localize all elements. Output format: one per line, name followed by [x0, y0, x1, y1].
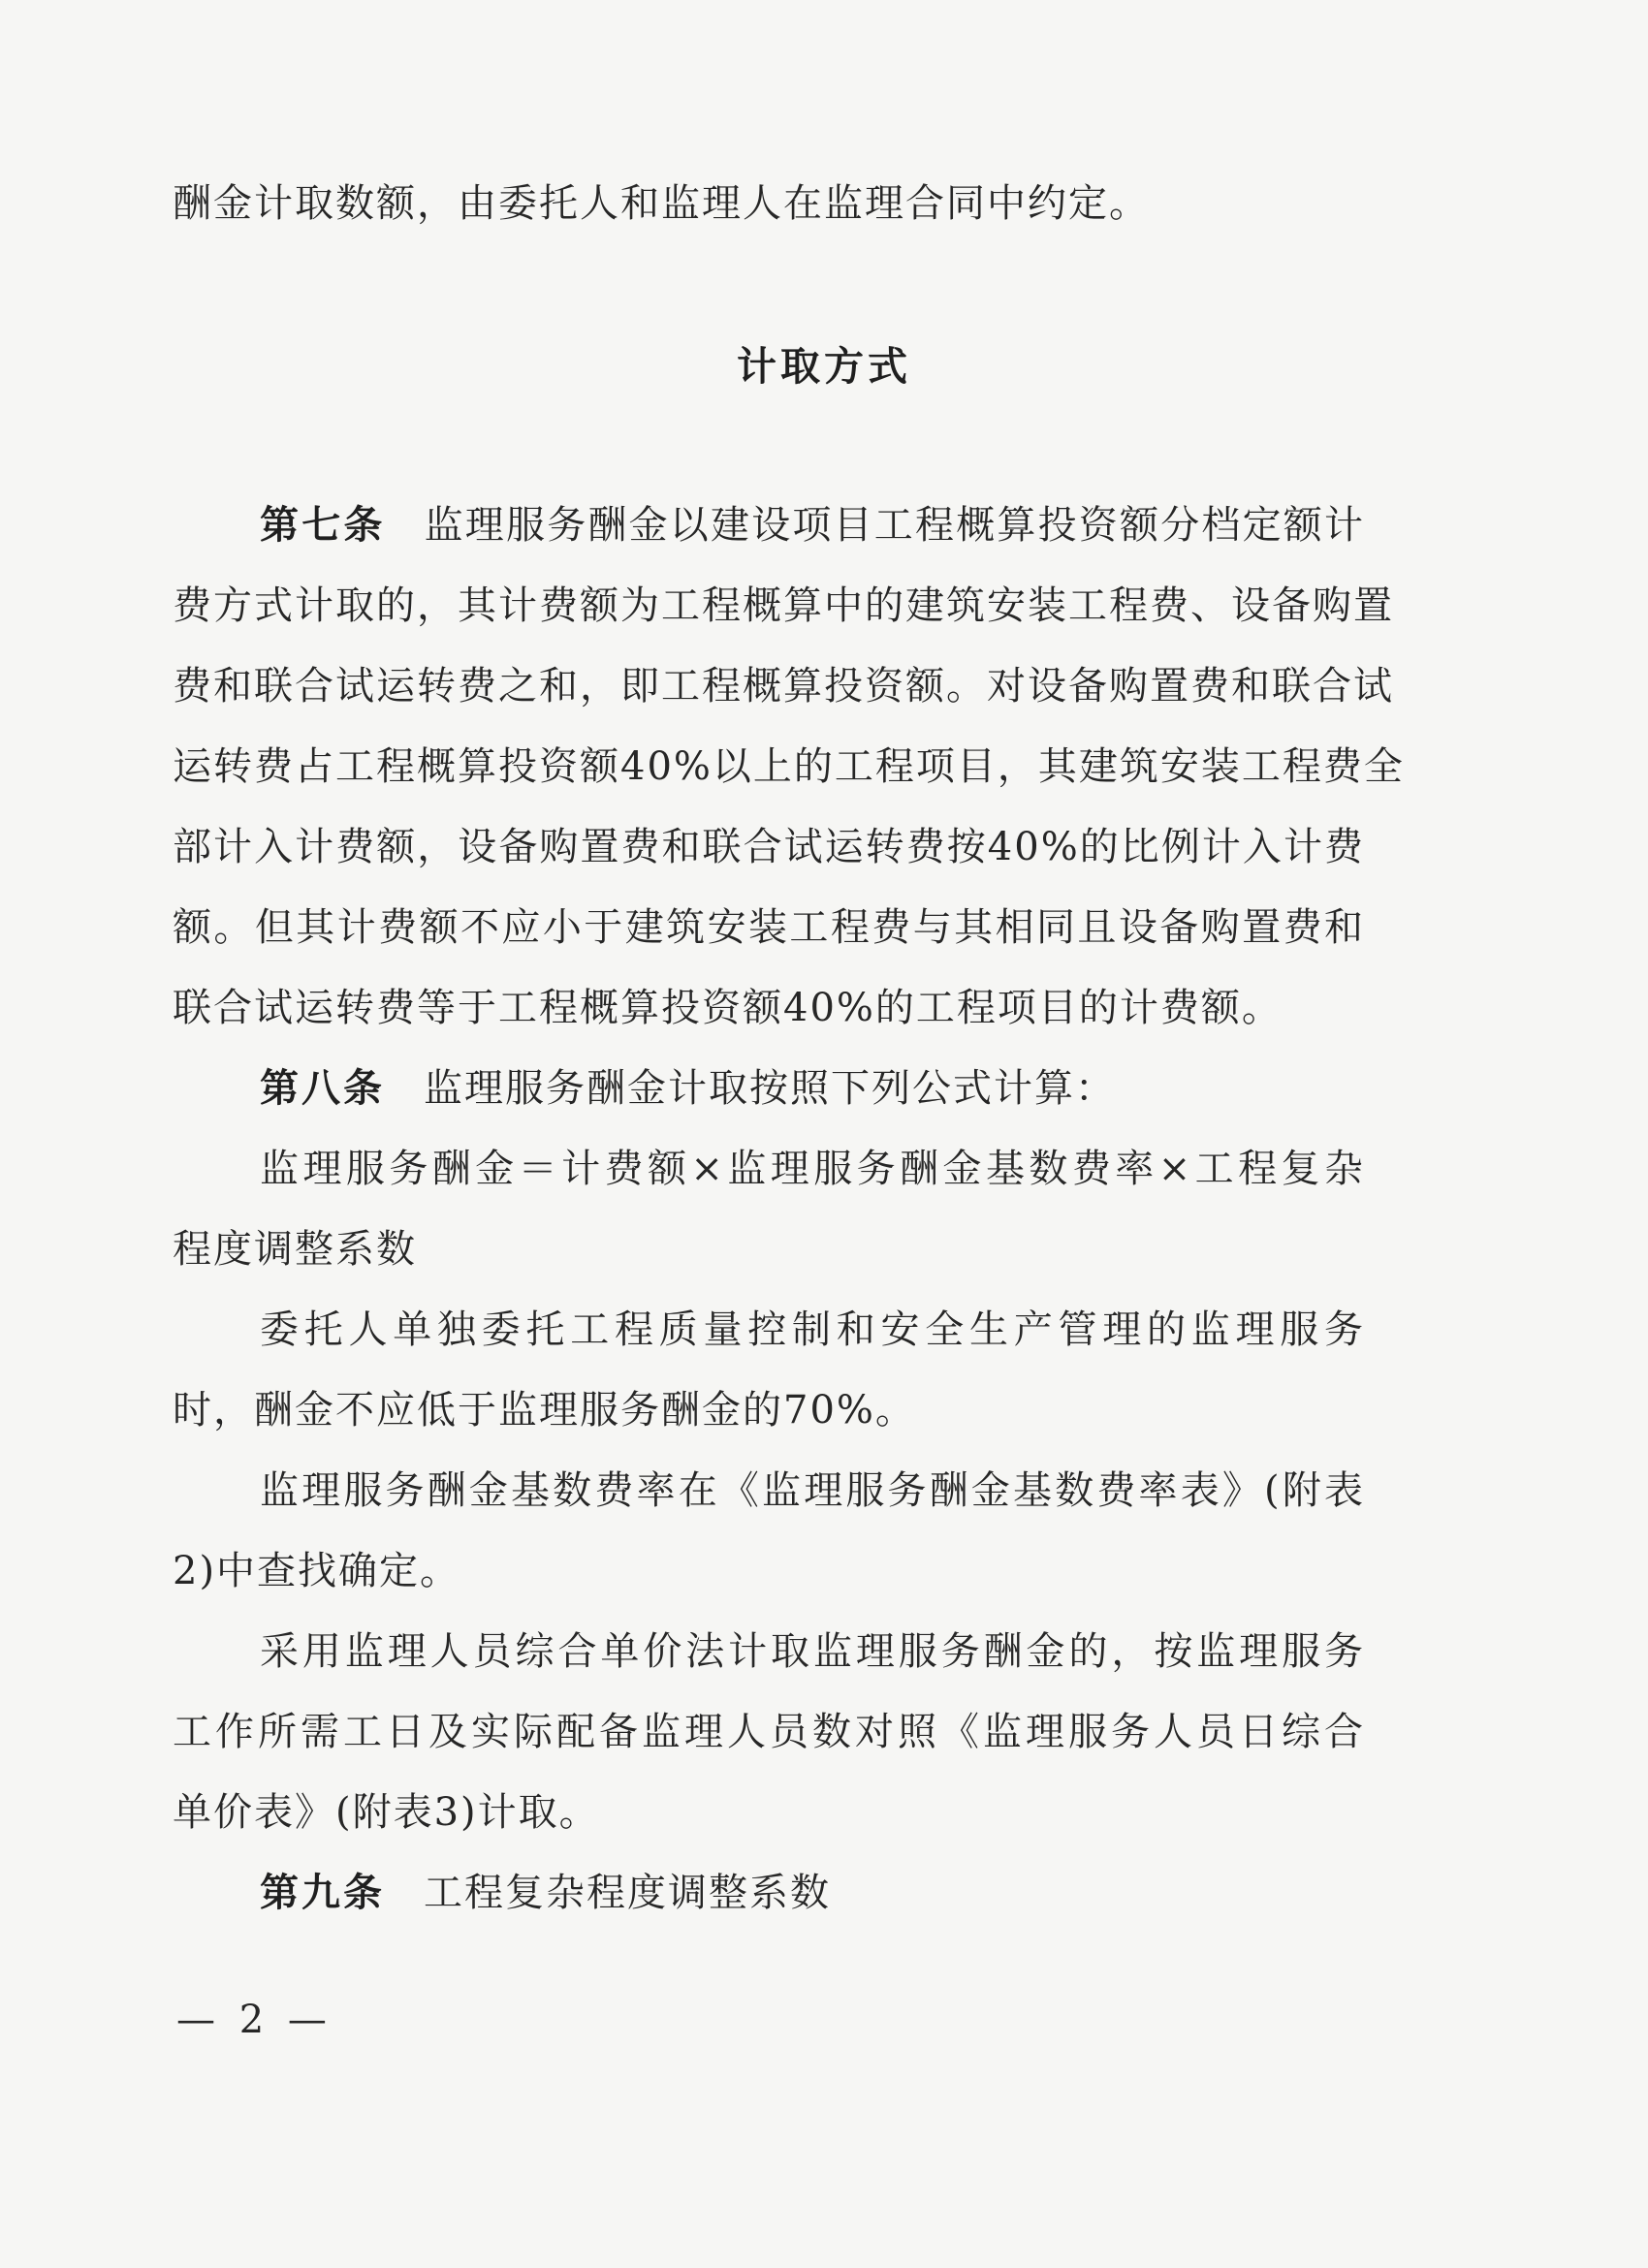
article7-line-4: 运转费占工程概算投资额40%以上的工程项目，其建筑安装工程费全: [173, 744, 1405, 789]
article7-line-6: 额。但其计费额不应小于建筑安装工程费与其相同且设备购置费和: [173, 905, 1365, 950]
article7-line-2: 费方式计取的，其计费额为工程概算中的建筑安装工程费、设备购置: [173, 583, 1394, 628]
formula-line-1: 监理服务酬金＝计费额×监理服务酬金基数费率×工程复杂: [260, 1147, 1365, 1191]
article9-text: 工程复杂程度调整系数: [424, 1871, 831, 1915]
intro-line: 酬金计取数额，由委托人和监理人在监理合同中约定。: [173, 181, 1150, 226]
section-heading: 计取方式: [737, 343, 911, 390]
para2-line-1: 委托人单独委托工程质量控制和安全生产管理的监理服务: [260, 1307, 1365, 1352]
para4-line-3: 单价表》(附表3)计取。: [173, 1790, 600, 1835]
article7-line-1: [260, 498, 1365, 552]
para4-line-2: 工作所需工日及实际配备监理人员数对照《监理服务人员日综合: [173, 1710, 1365, 1754]
article7-line-3: 费和联合试运转费之和，即工程概算投资额。对设备购置费和联合试: [173, 664, 1394, 709]
article7-line-7: 联合试运转费等于工程概算投资额40%的工程项目的计费额。: [173, 986, 1283, 1030]
article7-line-1-text: 监理服务酬金以建设项目工程概算投资额分档定额计: [424, 503, 1366, 548]
article8-line: [260, 1061, 1365, 1116]
formula-line-2: 程度调整系数: [173, 1227, 417, 1272]
para4-line-1: 采用监理人员综合单价法计取监理服务酬金的，按监理服务: [260, 1629, 1365, 1674]
para2-line-2: 时，酬金不应低于监理服务酬金的70%。: [173, 1388, 916, 1433]
article9-line: [260, 1866, 1365, 1920]
article8-label: 第八条: [260, 1066, 385, 1111]
para3-line-2: 2)中查找确定。: [173, 1549, 461, 1593]
article9-label: 第九条: [260, 1871, 385, 1915]
para3-line-1: 监理服务酬金基数费率在《监理服务酬金基数费率表》(附表: [260, 1468, 1365, 1513]
page-number: — 2 —: [176, 1998, 333, 2042]
article7-line-5: 部计入计费额，设备购置费和联合试运转费按40%的比例计入计费: [173, 825, 1365, 869]
article7-label: 第七条: [260, 503, 386, 548]
article8-text: 监理服务酬金计取按照下列公式计算：: [424, 1066, 1116, 1111]
